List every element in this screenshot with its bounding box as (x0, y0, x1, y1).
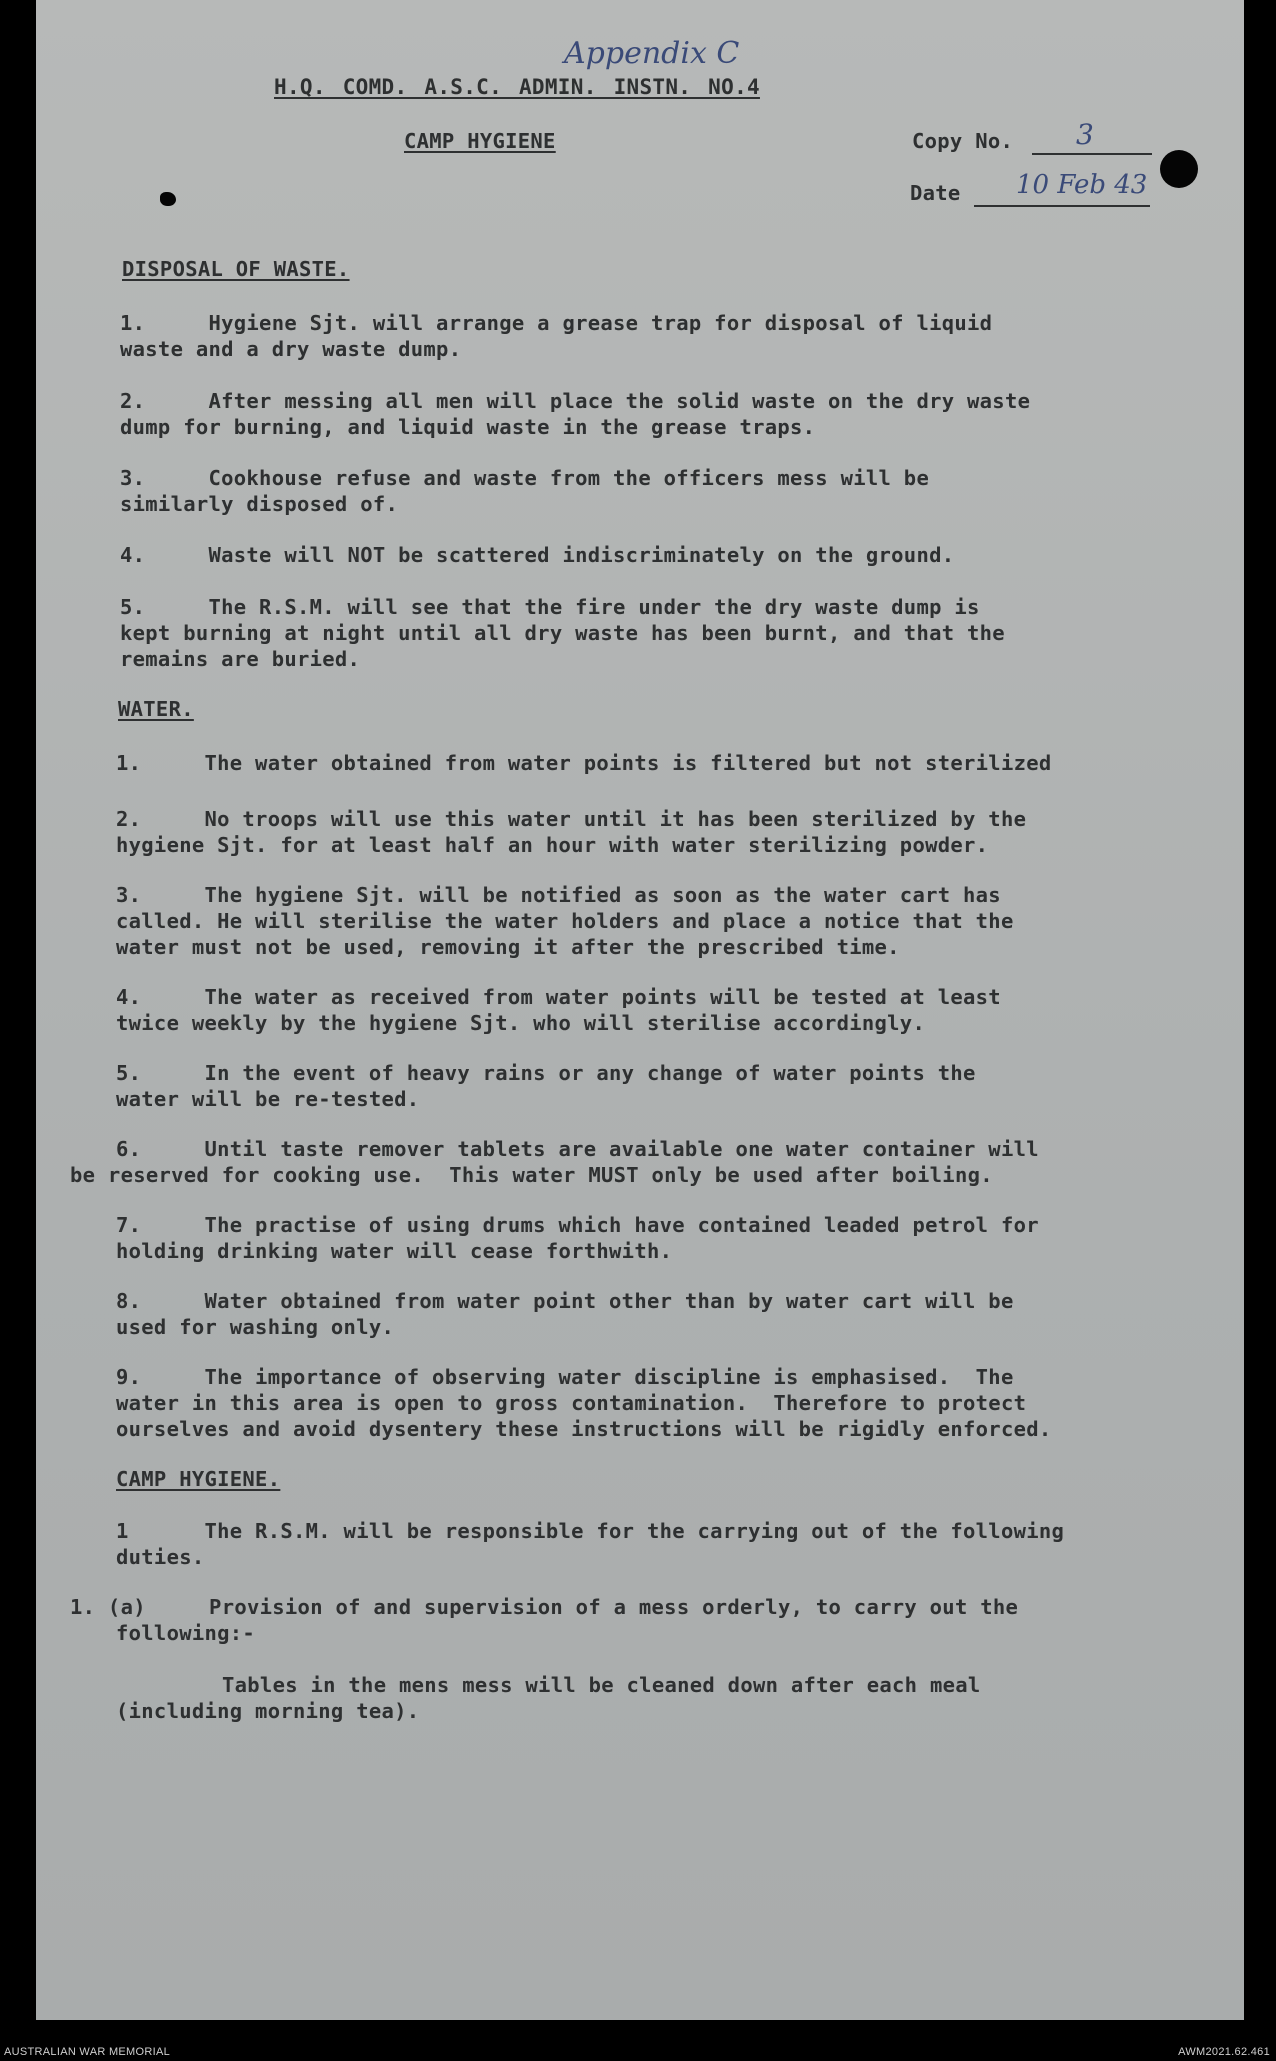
water-para-4-line-1: 4. The water as received from water points will be tested at least (116, 985, 1001, 1009)
document-page (36, 0, 1244, 2020)
footer-credit: AUSTRALIAN WAR MEMORIAL (4, 2046, 171, 2058)
water-para-5-line-1: 5. In the event of heavy rains or any change of water points the (116, 1061, 976, 1085)
waste-para-2-line-1: 2. After messing all men will place the solid waste on the dry waste (120, 389, 1031, 413)
water-para-6-line-1: 6. Until taste remover tablets are available one water container will (116, 1137, 1039, 1161)
date-line (974, 205, 1150, 207)
water-para-3-line-3: water must not be used, removing it after the prescribed time. (116, 935, 900, 959)
camp-item-1-line-1: 1. (a) Provision of and supervision of a mess orderly, to carry out the (70, 1595, 1019, 1619)
section-heading-water: WATER. (118, 697, 194, 721)
camp-item-1-detail-line-2: (including morning tea). (116, 1699, 420, 1723)
water-para-3-line-2: called. He will sterilise the water holders and place a notice that the (116, 909, 1014, 933)
water-para-4-line-2: twice weekly by the hygiene Sjt. who will sterilise accordingly. (116, 1011, 926, 1035)
instruction-title: H.Q. COMD. A.S.C. ADMIN. INSTN. NO.4 (274, 75, 760, 99)
camp-intro-line-1: 1 The R.S.M. will be responsible for the carrying out of the following (116, 1519, 1065, 1543)
water-para-6-line-2: be reserved for cooking use. This water MUST only be used after boiling. (70, 1163, 993, 1187)
waste-para-4-line-1: 4. Waste will NOT be scattered indiscriminately on the ground. (120, 543, 955, 567)
water-para-2-line-2: hygiene Sjt. for at least half an hour with water sterilizing powder. (116, 833, 989, 857)
footer-accession-number: AWM2021.62.461 (1178, 2046, 1270, 2058)
water-para-8-line-1: 8. Water obtained from water point other than by water cart will be (116, 1289, 1014, 1313)
water-para-2-line-1: 2. No troops will use this water until it has been sterilized by the (116, 807, 1027, 831)
section-heading-camp-hygiene: CAMP HYGIENE. (116, 1467, 281, 1491)
copy-number-line (1032, 153, 1152, 155)
camp-intro-line-2: duties. (116, 1545, 205, 1569)
water-para-7-line-1: 7. The practise of using drums which have contained leaded petrol for (116, 1213, 1039, 1237)
copy-number-label: Copy No. (912, 129, 1014, 153)
copy-number-value: 3 (1076, 118, 1094, 151)
date-label: Date (910, 181, 961, 205)
punch-hole-right (1160, 150, 1198, 188)
camp-item-1-detail-line-1: Tables in the mens mess will be cleaned down after each meal (222, 1673, 981, 1697)
water-para-5-line-2: water will be re-tested. (116, 1087, 420, 1111)
section-heading-disposal-of-waste: DISPOSAL OF WASTE. (122, 257, 350, 281)
waste-para-5-line-3: remains are buried. (120, 647, 361, 671)
waste-para-3-line-2: similarly disposed of. (120, 492, 399, 516)
camp-item-1-line-2: following:- (116, 1621, 256, 1645)
water-para-1-line-1: 1. The water obtained from water points is filtered but not sterilized (116, 751, 1052, 775)
waste-para-5-line-1: 5. The R.S.M. will see that the fire under the dry waste dump is (120, 595, 980, 619)
water-para-3-line-1: 3. The hygiene Sjt. will be notified as soon as the water cart has (116, 883, 1001, 907)
water-para-9-line-3: ourselves and avoid dysentery these instructions will be rigidly enforced. (116, 1417, 1052, 1441)
date-value: 10 Feb 43 (1016, 170, 1148, 200)
water-para-8-line-2: used for washing only. (116, 1315, 395, 1339)
waste-para-5-line-2: kept burning at night until all dry waste has been burnt, and that the (120, 621, 1005, 645)
punch-mark-left (160, 192, 176, 206)
waste-para-3-line-1: 3. Cookhouse refuse and waste from the officers mess will be (120, 466, 930, 490)
subject-heading: CAMP HYGIENE (404, 129, 556, 153)
water-para-9-line-1: 9. The importance of observing water discipline is emphasised. The (116, 1365, 1014, 1389)
waste-para-2-line-2: dump for burning, and liquid waste in the grease traps. (120, 415, 816, 439)
water-para-9-line-2: water in this area is open to gross contamination. Therefore to protect (116, 1391, 1027, 1415)
handwritten-appendix-note: Appendix C (564, 36, 740, 71)
water-para-7-line-2: holding drinking water will cease forthwith. (116, 1239, 673, 1263)
waste-para-1-line-1: 1. Hygiene Sjt. will arrange a grease trap for disposal of liquid (120, 311, 993, 335)
waste-para-1-line-2: waste and a dry waste dump. (120, 337, 462, 361)
